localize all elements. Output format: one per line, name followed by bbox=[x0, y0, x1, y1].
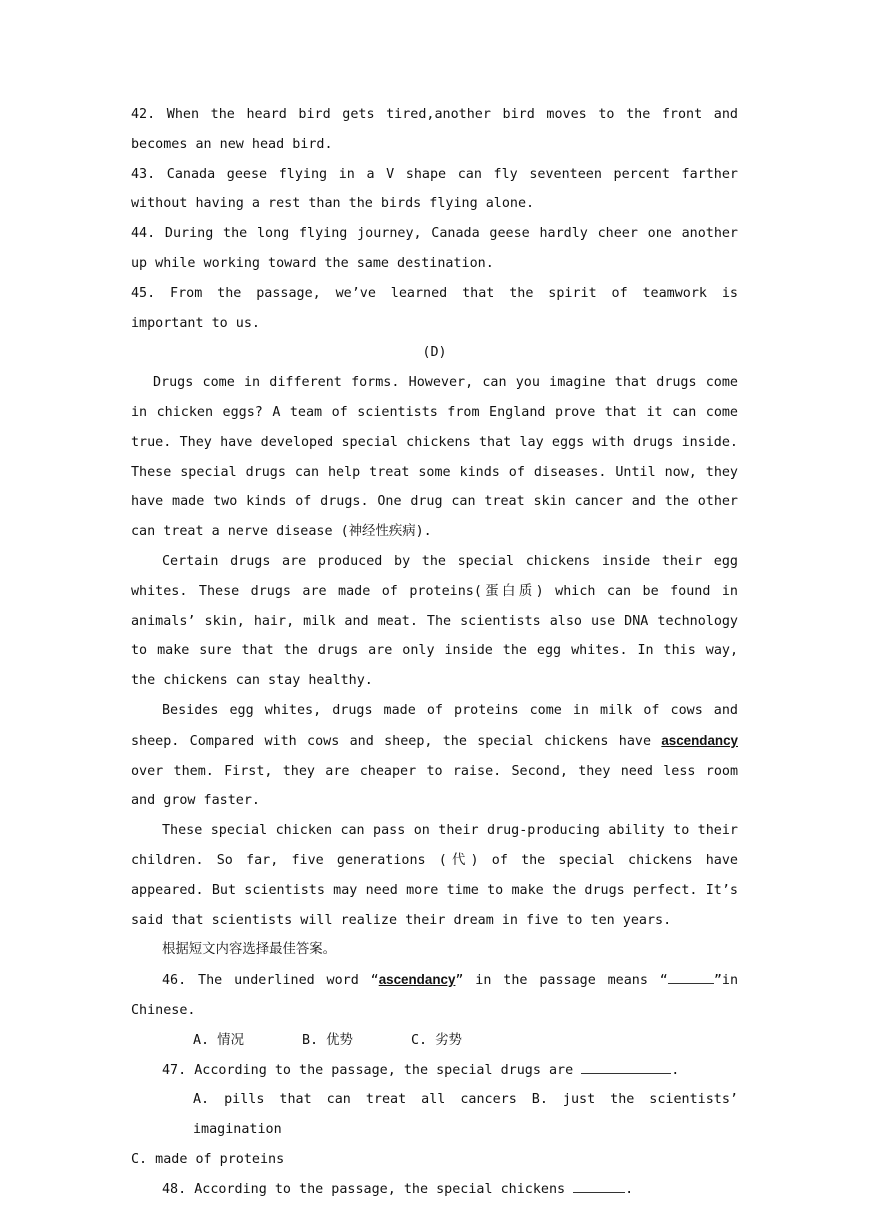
paragraph-3-text-after: over them. First, they are cheaper to raise. Second, they need less room and grow faster. bbox=[131, 763, 738, 809]
option-a: A. pills that can treat all cancers bbox=[193, 1092, 517, 1108]
underlined-word: ascendancy bbox=[661, 732, 738, 748]
question-47-options-line bbox=[131, 1085, 738, 1145]
question-43-statement: 43. Canada geese flying in a V shape can fly seventeen percent farther without having a rest than the birds flying alone. bbox=[131, 166, 738, 212]
option-c: C. 劣势 bbox=[410, 1032, 462, 1048]
passage-paragraph-4: These special chicken can pass on their drug-producing ability to their children. So far, five generations (代) of the special chickens have appeared. But scientists may need more time to make the drugs perfect. It’s said that scientists will realize their dream in five to ten years. bbox=[131, 823, 738, 928]
question-45-statement: 45. From the passage, we’ve learned that the spirit of teamwork is important to us. bbox=[131, 285, 738, 331]
question-46-options bbox=[131, 1026, 738, 1056]
question-46 bbox=[131, 965, 738, 1026]
question-46-stem-end: ”in Chinese. bbox=[131, 973, 739, 1018]
paragraph-3-text-before: Besides egg whites, drugs made of proteins come in milk of cows and sheep. Compared with cows and sheep, the special chickens have bbox=[131, 702, 738, 749]
passage-paragraph-2: Certain drugs are produced by the special chickens inside their egg whites. These drugs are made of proteins(蛋白质) which can be found in animals’ skin, hair, milk and meat. The scientists also use DNA technology to make sure that the drugs are only inside the egg whites. In this way, the chickens can stay healthy. bbox=[131, 553, 738, 689]
answer-blank bbox=[668, 967, 714, 984]
question-47-end: . bbox=[671, 1062, 680, 1078]
instruction-text: 根据短文内容选择最佳答案。 bbox=[162, 942, 337, 958]
question-46-word: ascendancy bbox=[378, 972, 456, 988]
option-a: A. 情况 bbox=[193, 1032, 244, 1048]
question-46-stem-start: 46. The underlined word “ bbox=[162, 973, 379, 989]
question-47-option-c: C. made of proteins bbox=[131, 1151, 285, 1167]
question-44-statement: 44. During the long flying journey, Canada geese hardly cheer one another up while working toward the same destination. bbox=[131, 226, 738, 271]
passage-paragraph-1: Drugs come in different forms. However, can you imagine that drugs come in chicken eggs? A team of scientists from England prove that it can come true. They have developed special chickens that lay eggs with drugs inside. These special drugs can help treat some kinds of diseases. Until now, they have made two kinds of drugs. One drug can treat skin cancer and the other can treat a nerve disease (神经性疾病). bbox=[131, 375, 738, 540]
section-title: (D) bbox=[422, 345, 447, 361]
question-47 bbox=[131, 1056, 738, 1086]
document-page bbox=[131, 100, 738, 1204]
answer-blank bbox=[573, 1176, 625, 1193]
question-42-statement: 42. When the heard bird gets tired,another bird moves to the front and becomes an new head bird. bbox=[131, 107, 738, 152]
question-48 bbox=[131, 1175, 738, 1205]
answer-blank bbox=[581, 1057, 671, 1074]
question-47-stem: 47. According to the passage, the special drugs are bbox=[162, 1062, 574, 1078]
option-b: B. 优势 bbox=[301, 1032, 353, 1048]
question-48-stem: 48. According to the passage, the special chickens bbox=[162, 1181, 566, 1197]
question-48-end: . bbox=[625, 1181, 634, 1197]
option-b: B. just the scientists’ imagination bbox=[193, 1092, 738, 1138]
passage-paragraph-3 bbox=[131, 696, 738, 816]
question-46-stem-middle: ” in the passage means “ bbox=[455, 973, 668, 989]
